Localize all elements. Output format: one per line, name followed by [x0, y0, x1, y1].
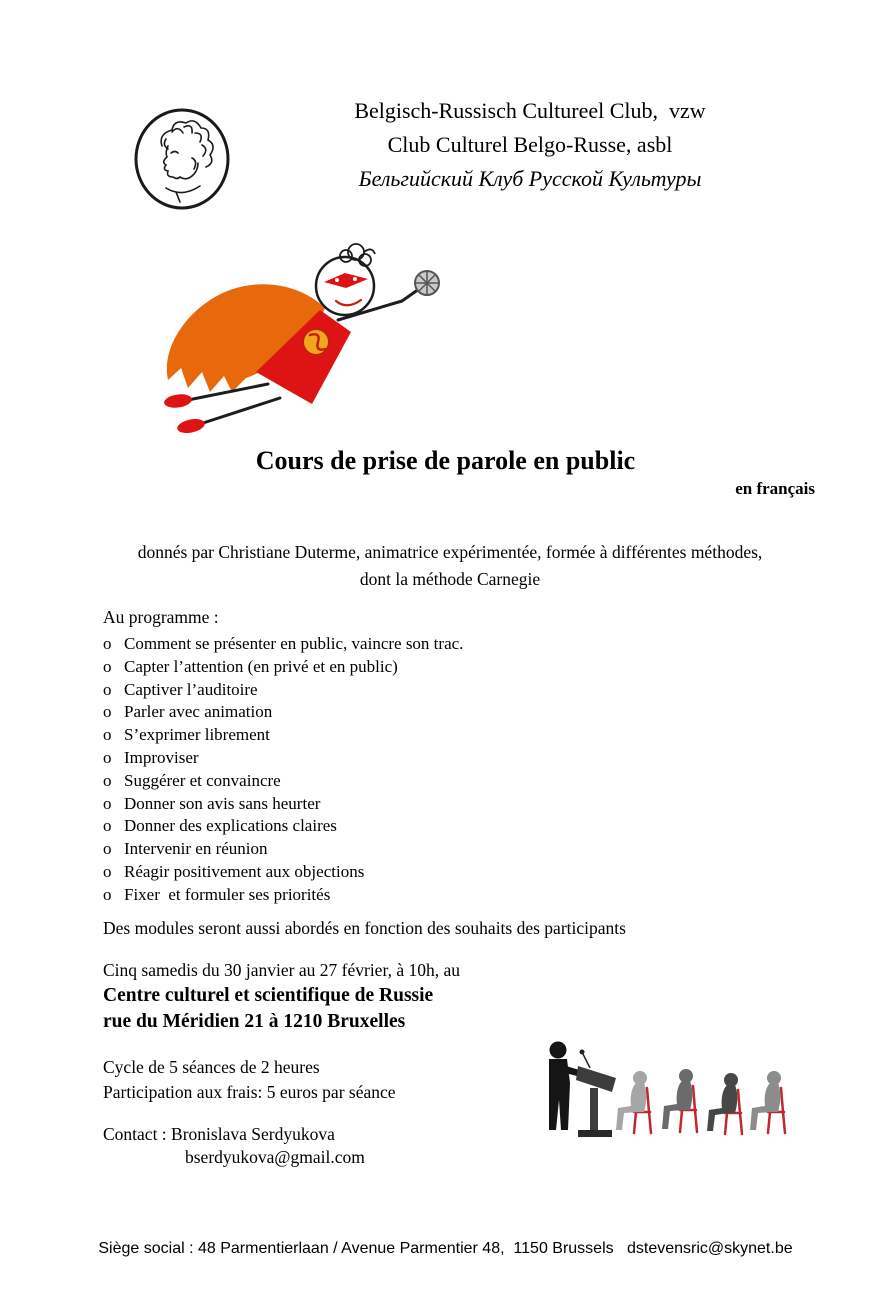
bullet-marker: o: [103, 747, 112, 767]
list-item-text: Réagir positivement aux objections: [124, 861, 365, 881]
list-item: [103, 747, 663, 770]
bullet-marker: o: [103, 861, 112, 881]
programme-heading: Au programme :: [103, 607, 219, 627]
club-logo: [132, 106, 232, 212]
modules-note: Des modules seront aussi abordés en fonction des souhaits des participants: [103, 918, 626, 938]
list-item: [103, 633, 663, 656]
bullet-marker: o: [103, 770, 112, 790]
club-name-dutch: Belgisch-Russisch Cultureel Club, vzw: [354, 98, 706, 123]
list-item: [103, 838, 663, 861]
venue-name: Centre culturel et scientifique de Russie: [103, 985, 434, 1006]
club-name-russian: Бельгийский Клуб Русской Культуры: [358, 166, 702, 191]
list-item: [103, 656, 663, 679]
bullet-marker: o: [103, 679, 112, 699]
list-item: [103, 861, 663, 884]
list-item: [103, 770, 663, 793]
speaker-podium-audience-icon: [528, 1038, 800, 1146]
superhero-illustration: [118, 222, 463, 437]
fee-info: Participation aux frais: 5 euros par séance: [103, 1082, 396, 1102]
list-item-text: Intervenir en réunion: [124, 839, 268, 859]
venue-address: rue du Méridien 21 à 1210 Bruxelles: [103, 1011, 406, 1032]
list-item: [103, 701, 663, 724]
list-item: [103, 724, 663, 747]
contact-name: Contact : Bronislava Serdyukova: [103, 1124, 335, 1144]
bullet-marker: o: [103, 656, 112, 676]
list-item: [103, 815, 663, 838]
list-item-text: Donner des explications claires: [124, 816, 337, 836]
list-item-text: Comment se présenter en public, vaincre son trac.: [124, 634, 464, 653]
list-item-text: Parler avec animation: [124, 702, 273, 722]
club-name-french: Club Culturel Belgo-Russe, asbl: [387, 132, 673, 157]
bullet-marker: o: [103, 839, 112, 859]
bullet-marker: o: [103, 793, 112, 813]
list-item: [103, 679, 663, 702]
schedule-dates: Cinq samedis du 30 janvier au 27 février, à 10h, au: [103, 960, 460, 980]
cycle-info: Cycle de 5 séances de 2 heures: [103, 1057, 320, 1077]
contact-email: bserdyukova@gmail.com: [185, 1147, 365, 1167]
language-note: en français: [735, 479, 815, 498]
audience-illustration: [528, 1038, 800, 1146]
list-item: [103, 793, 663, 816]
bullet-marker: o: [103, 884, 112, 904]
list-item: [103, 884, 663, 907]
list-item-text: S’exprimer librement: [124, 725, 270, 745]
bullet-marker: o: [103, 725, 112, 745]
list-item-text: Donner son avis sans heurter: [124, 793, 321, 813]
list-item-text: Improviser: [124, 747, 199, 767]
list-item-text: Fixer et formuler ses priorités: [124, 884, 331, 904]
flying-superwoman-icon: [118, 222, 463, 437]
list-item-text: Suggérer et convaincre: [124, 770, 281, 790]
footer-address: Siège social : 48 Parmentierlaan / Avenue Parmentier 48, 1150 Brussels dstevensric@skynet.be: [98, 1240, 793, 1257]
pushkin-portrait-icon: [132, 106, 232, 212]
intro-paragraph: [60, 539, 840, 593]
bullet-marker: o: [103, 634, 112, 653]
intro-line-1: donnés par Christiane Duterme, animatrice expérimentée, formée à différentes méthodes,: [137, 542, 763, 562]
list-item-text: Captiver l’auditoire: [124, 679, 258, 699]
course-title: Cours de prise de parole en public: [255, 446, 636, 475]
intro-line-2: dont la méthode Carnegie: [359, 569, 541, 589]
bullet-marker: o: [103, 702, 112, 722]
list-item-text: Capter l’attention (en privé et en public): [124, 656, 398, 676]
program-list: [103, 633, 663, 907]
bullet-marker: o: [103, 816, 112, 836]
header-title-block: [240, 94, 820, 196]
